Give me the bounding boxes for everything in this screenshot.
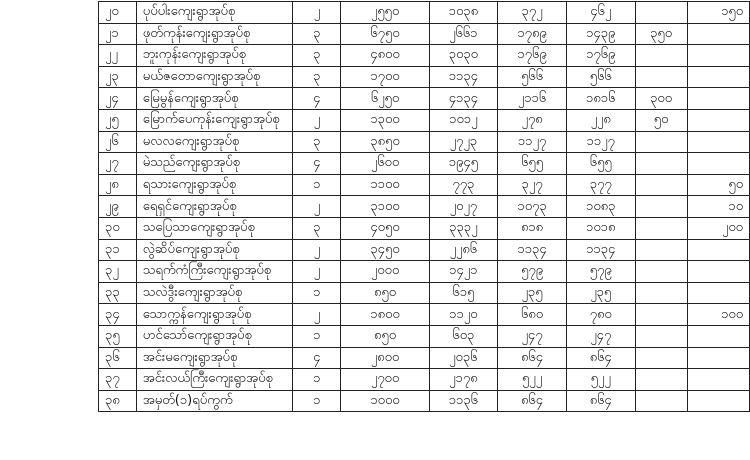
- table-row: [99, 2, 750, 24]
- cell-d: ၈၆၄: [498, 347, 567, 369]
- cell-name: အင်းလယ်ကြီးကျေးရွာအုပ်စု: [136, 369, 292, 391]
- cell-c: ၁၄၂၁: [429, 261, 498, 283]
- cell-no: ၂၇: [99, 153, 137, 175]
- cell-e: ၂၂၈: [566, 109, 635, 131]
- cell-no: ၃၄: [99, 304, 137, 326]
- cell-c: ၃၀၃၀: [429, 45, 498, 67]
- cell-g: ၁၅၀: [687, 2, 749, 24]
- cell-name: သလဲဒွီးကျေးရွာအုပ်စု: [136, 282, 292, 304]
- cell-no: ၂၆: [99, 131, 137, 153]
- cell-c: ၁၁၃၄: [429, 66, 498, 88]
- cell-a: ၂: [293, 261, 341, 283]
- cell-a: ၂: [293, 304, 341, 326]
- cell-f: [635, 390, 687, 412]
- data-table: [98, 1, 750, 412]
- cell-no: ၃၀: [99, 217, 137, 239]
- cell-a: ၃: [293, 131, 341, 153]
- table-row: [99, 45, 750, 67]
- cell-d: ၅၇၉: [498, 261, 567, 283]
- cell-c: ၂၁၇၈: [429, 369, 498, 391]
- cell-e: ၁၀၁၈: [566, 217, 635, 239]
- table-row: [99, 261, 750, 283]
- cell-f: ၅၀: [635, 109, 687, 131]
- cell-e: ၁၈၁၆: [566, 88, 635, 110]
- cell-f: [635, 261, 687, 283]
- cell-c: ၂၂၈၆: [429, 239, 498, 261]
- cell-e: ၅၂၂: [566, 369, 635, 391]
- table-row: [99, 325, 750, 347]
- cell-name: မြောက်ပေကုန်းကျေးရွာအုပ်စု: [136, 109, 292, 131]
- cell-g: ၁၀: [687, 196, 749, 218]
- cell-b: ၁၃၀၀: [341, 109, 429, 131]
- cell-e: ၁၀၈၃: [566, 196, 635, 218]
- cell-no: ၃၂: [99, 261, 137, 283]
- table-row: [99, 23, 750, 45]
- cell-e: ၂၄၇: [566, 325, 635, 347]
- cell-g: [687, 347, 749, 369]
- cell-no: ၂၀: [99, 2, 137, 24]
- cell-a: ၁: [293, 325, 341, 347]
- cell-b: ၈၅၀: [341, 282, 429, 304]
- cell-a: ၁: [293, 174, 341, 196]
- cell-a: ၁: [293, 369, 341, 391]
- cell-b: ၄၀၅၀: [341, 217, 429, 239]
- cell-g: ၅၀: [687, 174, 749, 196]
- cell-e: ၄၆၂: [566, 2, 635, 24]
- cell-f: [635, 66, 687, 88]
- cell-d: ၈၁၈: [498, 217, 567, 239]
- table-row: [99, 109, 750, 131]
- cell-name: သပြေသာကျေးရွာအုပ်စု: [136, 217, 292, 239]
- cell-g: [687, 109, 749, 131]
- table-row: [99, 239, 750, 261]
- cell-g: [687, 390, 749, 412]
- cell-name: အမှတ်(၁)ရပ်ကွက်: [136, 390, 292, 412]
- cell-c: ၁၀၁၂: [429, 109, 498, 131]
- cell-d: ၈၆၄: [498, 390, 567, 412]
- cell-f: [635, 347, 687, 369]
- cell-f: [635, 174, 687, 196]
- cell-b: ၃၄၅၀: [341, 239, 429, 261]
- cell-d: ၅၆၆: [498, 66, 567, 88]
- cell-b: ၃၁၀၀: [341, 196, 429, 218]
- table-body: [99, 2, 750, 412]
- cell-f: [635, 239, 687, 261]
- cell-no: ၃၅: [99, 325, 137, 347]
- cell-a: ၁: [293, 390, 341, 412]
- cell-no: ၂၁: [99, 23, 137, 45]
- cell-d: ၆၈၀: [498, 304, 567, 326]
- cell-d: ၂၁၁၆: [498, 88, 567, 110]
- cell-f: [635, 304, 687, 326]
- cell-g: [687, 23, 749, 45]
- cell-e: ၂၃၅: [566, 282, 635, 304]
- table-row: [99, 196, 750, 218]
- cell-name: ဖုတ်ကုန်းကျေးရွာအုပ်စု: [136, 23, 292, 45]
- cell-f: [635, 325, 687, 347]
- cell-c: ၂၀၂၇: [429, 196, 498, 218]
- cell-f: [635, 217, 687, 239]
- cell-name: မဲသည်ကျေးရွာအုပ်စု: [136, 153, 292, 175]
- cell-no: ၂၅: [99, 109, 137, 131]
- cell-a: ၃: [293, 23, 341, 45]
- cell-g: ၂၀၀: [687, 217, 749, 239]
- cell-name: မြေမွန်ကျေးရွာအုပ်စု: [136, 88, 292, 110]
- cell-d: ၁၁၃၄: [498, 239, 567, 261]
- cell-name: ရသားကျေးရွာအုပ်စု: [136, 174, 292, 196]
- cell-b: ၁၀၀၀: [341, 390, 429, 412]
- cell-no: ၂၈: [99, 174, 137, 196]
- table-row: [99, 153, 750, 175]
- cell-b: ၂၇၀၀: [341, 369, 429, 391]
- cell-name: ဟင်သော်ကျေးရွာအုပ်စု: [136, 325, 292, 347]
- cell-a: ၂: [293, 109, 341, 131]
- cell-d: ၁၇၈၉: [498, 23, 567, 45]
- table-row: [99, 131, 750, 153]
- cell-c: ၁၁၂၀: [429, 304, 498, 326]
- cell-d: ၃၇၂: [498, 2, 567, 24]
- cell-f: [635, 282, 687, 304]
- cell-e: ၃၇၇: [566, 174, 635, 196]
- cell-f: ၃၀၀: [635, 88, 687, 110]
- cell-name: သောက္ကန်ကျေးရွာအုပ်စု: [136, 304, 292, 326]
- cell-f: [635, 2, 687, 24]
- cell-name: မလလကျေးရွာအုပ်စု: [136, 131, 292, 153]
- cell-no: ၃၆: [99, 347, 137, 369]
- cell-b: ၂၅၅၀: [341, 2, 429, 24]
- cell-no: ၂၄: [99, 88, 137, 110]
- cell-b: ၃၈၅၀: [341, 131, 429, 153]
- cell-a: ၂: [293, 239, 341, 261]
- cell-no: ၃၇: [99, 369, 137, 391]
- cell-c: ၁၁၃၆: [429, 390, 498, 412]
- cell-f: [635, 131, 687, 153]
- cell-c: ၁၉၄၅: [429, 153, 498, 175]
- table-row: [99, 66, 750, 88]
- cell-c: ၁၀၃၈: [429, 2, 498, 24]
- cell-c: ၃၃၃၂: [429, 217, 498, 239]
- cell-d: ၂၇၈: [498, 109, 567, 131]
- cell-e: ၁၁၃၄: [566, 239, 635, 261]
- cell-b: ၂၆၀၀: [341, 153, 429, 175]
- cell-a: ၄: [293, 347, 341, 369]
- cell-d: ၂၄၇: [498, 325, 567, 347]
- cell-f: [635, 153, 687, 175]
- cell-c: ၆၁၅: [429, 282, 498, 304]
- cell-g: [687, 153, 749, 175]
- cell-e: ၈၆၄: [566, 390, 635, 412]
- cell-b: ၂၈၀၀: [341, 347, 429, 369]
- cell-no: ၂၃: [99, 66, 137, 88]
- cell-g: [687, 131, 749, 153]
- cell-d: ၆၅၅: [498, 153, 567, 175]
- cell-a: ၂: [293, 196, 341, 218]
- cell-g: [687, 325, 749, 347]
- table-row: [99, 88, 750, 110]
- cell-c: ၇၇၃: [429, 174, 498, 196]
- cell-b: ၁၇၀၀: [341, 66, 429, 88]
- cell-f: [635, 45, 687, 67]
- cell-b: ၁၁၀၀: [341, 174, 429, 196]
- cell-d: ၁၀၇၃: [498, 196, 567, 218]
- cell-g: [687, 66, 749, 88]
- cell-g: [687, 239, 749, 261]
- table-row: [99, 282, 750, 304]
- cell-a: ၃: [293, 45, 341, 67]
- cell-e: ၁၄၃၉: [566, 23, 635, 45]
- cell-f: [635, 369, 687, 391]
- cell-d: ၁၇၆၉: [498, 45, 567, 67]
- cell-c: ၄၁၃၄: [429, 88, 498, 110]
- cell-b: ၂၀၀၀: [341, 261, 429, 283]
- cell-d: ၁၁၂၇: [498, 131, 567, 153]
- cell-a: ၄: [293, 88, 341, 110]
- cell-no: ၃၈: [99, 390, 137, 412]
- cell-a: ၃: [293, 217, 341, 239]
- cell-name: သရက်ကံကြီးကျေးရွာအုပ်စု: [136, 261, 292, 283]
- cell-no: ၃၃: [99, 282, 137, 304]
- cell-e: ၆၅၅: [566, 153, 635, 175]
- table-row: [99, 369, 750, 391]
- cell-e: ၁၁၂၇: [566, 131, 635, 153]
- cell-name: လွဲဆိပ်ကျေးရွာအုပ်စု: [136, 239, 292, 261]
- cell-g: [687, 45, 749, 67]
- cell-b: ၆၂၅၀: [341, 88, 429, 110]
- cell-name: ဘူးကုန်းကျေးရွာအုပ်စု: [136, 45, 292, 67]
- cell-e: ၁၇၆၉: [566, 45, 635, 67]
- cell-a: ၄: [293, 153, 341, 175]
- cell-a: ၃: [293, 66, 341, 88]
- cell-a: ၂: [293, 2, 341, 24]
- cell-b: ၆၇၅၀: [341, 23, 429, 45]
- cell-g: [687, 261, 749, 283]
- cell-no: ၂၉: [99, 196, 137, 218]
- cell-e: ၇၈၀: [566, 304, 635, 326]
- cell-b: ၁၈၀၀: [341, 304, 429, 326]
- cell-e: ၅၆၆: [566, 66, 635, 88]
- cell-c: ၂၆၆၁: [429, 23, 498, 45]
- table-row: [99, 304, 750, 326]
- cell-e: ၈၆၄: [566, 347, 635, 369]
- cell-b: ၄၈၀၀: [341, 45, 429, 67]
- table-row: [99, 347, 750, 369]
- cell-g: [687, 282, 749, 304]
- cell-d: ၅၂၂: [498, 369, 567, 391]
- cell-name: မယ်ဇတောကျေးရွာအုပ်စု: [136, 66, 292, 88]
- table-row: [99, 390, 750, 412]
- cell-name: အင်းမကျေးရွာအုပ်စု: [136, 347, 292, 369]
- cell-g: ၁၀၀: [687, 304, 749, 326]
- cell-no: ၃၁: [99, 239, 137, 261]
- cell-a: ၁: [293, 282, 341, 304]
- cell-name: ပုပ်ပါးကျေးရွာအုပ်စု: [136, 2, 292, 24]
- cell-f: ၃၅၀: [635, 23, 687, 45]
- cell-no: ၂၂: [99, 45, 137, 67]
- cell-f: [635, 196, 687, 218]
- cell-g: [687, 88, 749, 110]
- cell-c: ၂၀၃၆: [429, 347, 498, 369]
- cell-e: ၅၇၉: [566, 261, 635, 283]
- cell-b: ၈၅၀: [341, 325, 429, 347]
- cell-d: ၂၃၅: [498, 282, 567, 304]
- table-row: [99, 217, 750, 239]
- cell-name: ရေရှင်ကျေးရွာအုပ်စု: [136, 196, 292, 218]
- cell-g: [687, 369, 749, 391]
- cell-c: ၆၀၃: [429, 325, 498, 347]
- cell-c: ၂၇၂၃: [429, 131, 498, 153]
- cell-d: ၃၂၇: [498, 174, 567, 196]
- table-row: [99, 174, 750, 196]
